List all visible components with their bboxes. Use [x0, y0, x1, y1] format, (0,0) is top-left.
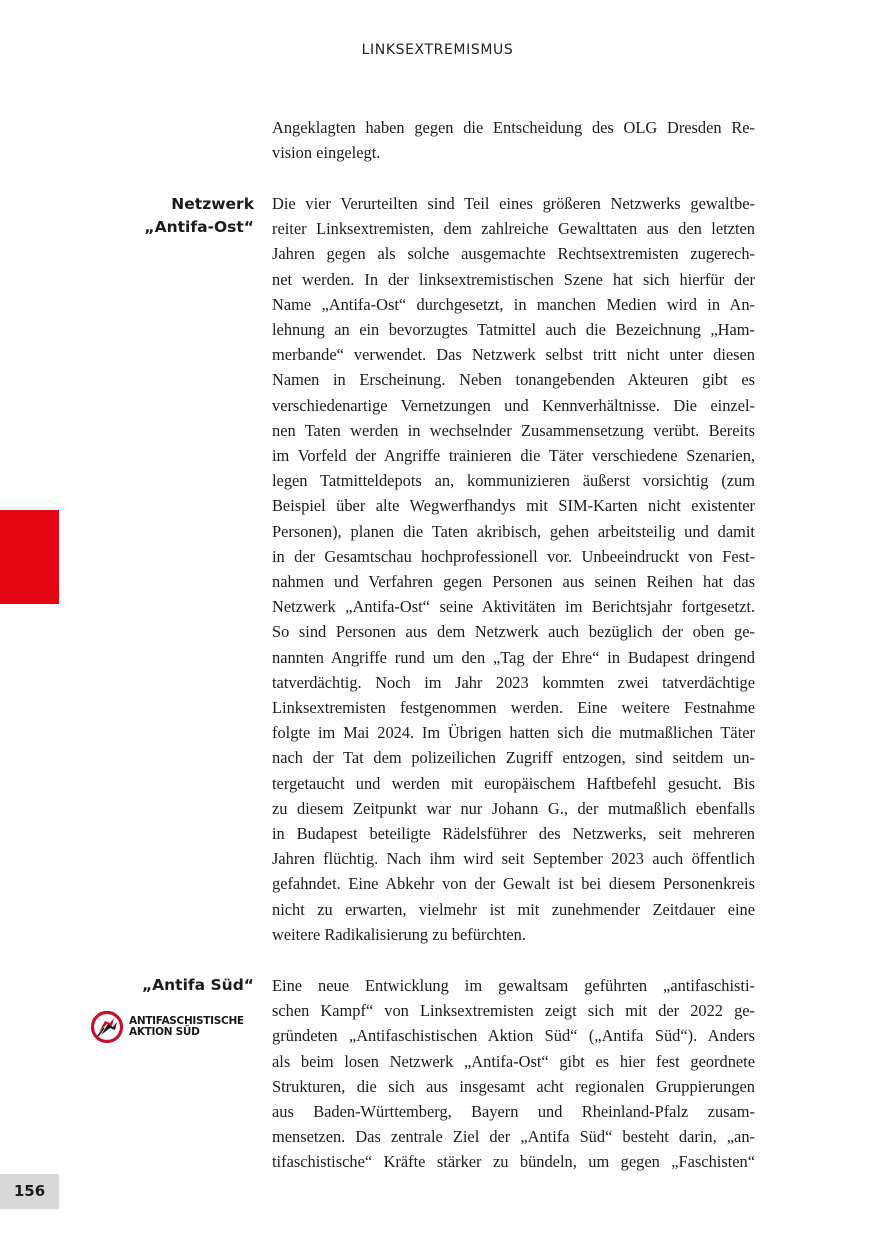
text-line: nicht zu erwarten, vielmehr ist mit zunehmender Zeitdauer eine: [272, 899, 755, 919]
logo-text-line: AKTION SÜD: [129, 1026, 200, 1038]
text-line: verschiedenartige Vernetzungen und Kennverhältnisse. Die einzel-: [272, 395, 755, 415]
text-line: nen Taten werden in wechselnder Zusammensetzung verübt. Bereits: [272, 420, 755, 440]
text-line: als beim losen Netzwerk „Antifa-Ost“ gibt es hier fest geordnete: [272, 1051, 755, 1071]
text-line: So sind Personen aus dem Netzwerk auch bezüglich der oben ge-: [272, 622, 755, 642]
text-line: nannten Angriffe rund um den „Tag der Ehre“ in Budapest dringend: [272, 647, 755, 667]
text-line: tatverdächtig. Noch im Jahr 2023 kommten zwei tatverdächtige: [272, 672, 755, 692]
text-line: Jahren flüchtig. Nach ihm wird seit September 2023 auch öffentlich: [272, 849, 755, 869]
text-line: Die vier Verurteilten sind Teil eines größeren Netzwerks gewaltbe-: [272, 194, 755, 213]
logo-text-line: ANTIFASCHISTISCHE: [129, 1015, 244, 1027]
paragraph-continuation: [272, 115, 755, 165]
text-line: Angeklagten haben gegen die Entscheidung des OLG Dresden Re-: [272, 118, 755, 137]
running-header: LINKSEXTREMISMUS: [361, 42, 514, 58]
text-line: tifaschistische“ Kräfte stärker zu bündeln, um gegen „Faschisten“: [272, 1152, 755, 1172]
text-line: nahmen und Verfahren gegen Personen aus seinen Reihen hat das: [272, 572, 755, 592]
text-line: in der Gesamtschau hochprofessionell vor. Unbeeindruckt von Fest-: [272, 546, 755, 566]
text-line: gefahndet. Eine Abkehr von der Gewalt ist bei diesem Personenkreis: [272, 874, 755, 894]
text-line: vision eingelegt.: [272, 143, 381, 163]
text-line: Jahren gegen als solche ausgemachte Rechtsextremisten zugerech-: [272, 244, 755, 264]
text-line: lehnung an ein bevorzugtes Tatmittel auch die Bezeichnung „Ham-: [272, 320, 755, 340]
text-line: net werden. In der linksextremistischen Szene hat sich hierfür der: [272, 269, 755, 289]
text-line: aus Baden-Württemberg, Bayern und Rheinland-Pfalz zusam-: [272, 1102, 755, 1122]
text-line: reiter Linksextremisten, dem zahlreiche Gewalttaten aus den letzten: [272, 219, 755, 239]
paragraph-antifa-sued: [272, 973, 755, 1175]
text-line: Strukturen, die sich aus insgesamt acht regionalen Gruppierungen: [272, 1076, 755, 1096]
text-line: Personen), planen die Taten akribisch, gehen arbeitsteilig und damit: [272, 521, 755, 541]
antifa-flag-circle-icon: [90, 1010, 124, 1044]
antifa-sued-logo: [90, 1008, 255, 1046]
text-line: tergetaucht und werden mit europäischem Haftbefehl gesucht. Bis: [272, 773, 755, 793]
text-line: Eine neue Entwicklung im gewaltsam geführten „antifaschisti-: [272, 976, 755, 995]
margin-heading-antifa-ost: [54, 193, 254, 239]
text-line: mensetzen. Das zentrale Ziel der „Antifa Süd“ besteht darin, „an-: [272, 1127, 755, 1147]
text-line: gründeten „Antifaschistischen Aktion Süd“ („Antifa Süd“). Anders: [272, 1026, 755, 1046]
page-number: 156: [0, 1174, 59, 1209]
text-line: legen Tatmitteldepots an, kommunizieren äußerst vorsichtig (zum: [272, 471, 755, 491]
paragraph-antifa-ost: [272, 191, 755, 947]
text-line: schen Kampf“ von Linksextremisten zeigt sich mit der 2022 ge-: [272, 1001, 755, 1021]
logo-wordmark: [129, 1016, 244, 1038]
margin-heading-line: Netzwerk: [171, 195, 254, 213]
text-line: zu diesem Zeitpunkt war nur Johann G., der mutmaßlich ebenfalls: [272, 798, 755, 818]
margin-heading-line: „Antifa-Ost“: [144, 218, 254, 236]
text-line: Linksextremisten festgenommen werden. Eine weitere Festnahme: [272, 698, 755, 718]
text-line: Beispiel über alte Wegwerfhandys mit SIM-Karten nicht existenter: [272, 496, 755, 516]
text-line: Name „Antifa-Ost“ durchgesetzt, in manchen Medien wird in An-: [272, 294, 755, 314]
text-line: im Vorfeld der Angriffe trainieren die Täter verschiedene Szenarien,: [272, 446, 755, 466]
text-line: folgte im Mai 2024. Im Übrigen hatten sich die mutmaßlichen Täter: [272, 723, 755, 743]
text-line: merbande“ verwendet. Das Netzwerk selbst tritt nicht unter diesen: [272, 345, 755, 365]
chapter-color-tab: [0, 510, 59, 604]
margin-heading-antifa-sued: „Antifa Süd“: [141, 976, 254, 994]
text-line: nach der Tat dem polizeilichen Zugriff entzogen, sind seitdem un-: [272, 748, 755, 768]
text-line: in Budapest beteiligte Rädelsführer des Netzwerks, seit mehreren: [272, 824, 755, 844]
text-line: Namen in Erscheinung. Neben tonangebenden Akteuren gibt es: [272, 370, 755, 390]
text-line: Netzwerk „Antifa-Ost“ seine Aktivitäten im Berichtsjahr fortgesetzt.: [272, 597, 755, 617]
text-line: weitere Radikalisierung zu befürchten.: [272, 924, 526, 944]
